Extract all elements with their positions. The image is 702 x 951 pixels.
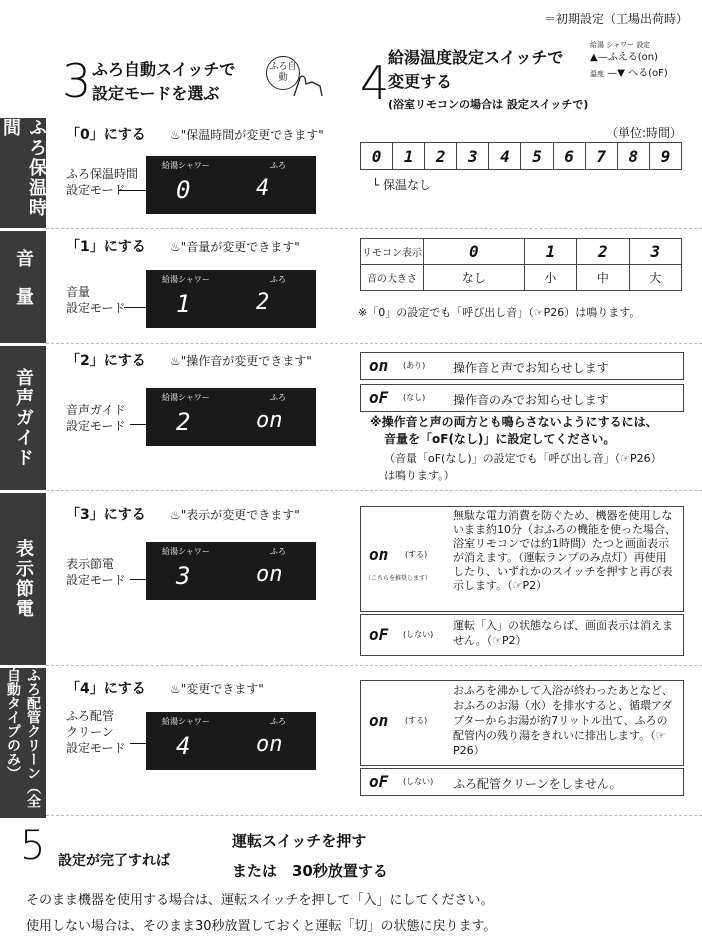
- table-cell: 中: [577, 265, 629, 291]
- option-code: on: [369, 545, 389, 564]
- mode-label: 音量 設定モード: [66, 285, 126, 315]
- lcd-display: [146, 388, 316, 446]
- option-code: oF: [369, 772, 389, 791]
- step4-title-line1: 給湯温度設定スイッチで: [388, 48, 564, 67]
- step5-condition: 設定が完了すれば: [58, 853, 170, 869]
- option-tag: (なし): [403, 393, 426, 402]
- lcd-value-right: on: [256, 408, 283, 433]
- lcd-caption-right: ふろ: [270, 275, 286, 284]
- lcd-caption-right: ふろ: [270, 393, 286, 402]
- table-cell: 大: [629, 265, 681, 291]
- section-divider: [46, 665, 702, 666]
- mode-label: ふろ保温時間 設定モード: [66, 167, 139, 197]
- table-cell: 3: [629, 239, 681, 265]
- section-message: ♨"変更できます": [170, 682, 264, 696]
- option-desc: 無駄な電力消費を防ぐため、機器を使用しないまま約10分（おふろの機能を使った場合、浴室リモコンでは約1時間）たつと画面表示が消えます。（運転ランプのみ点灯）再使用したり、いずれかのスイッチを押すと再び表示します。（☞P2）: [453, 509, 676, 592]
- option-tag: (しない): [403, 630, 434, 639]
- lcd-display: [146, 270, 316, 328]
- step4-title-line2: 変更する: [388, 72, 453, 91]
- lcd-value-left: 0: [176, 176, 191, 204]
- down-row: 温度 —▼ へる(oF): [590, 68, 668, 79]
- lcd-caption-right: ふろ: [270, 161, 286, 170]
- warm-time-cell: 5: [521, 143, 553, 170]
- section-message: ♨"操作音が変更できます": [170, 354, 312, 368]
- sidebar-tab-label: ふろ配管クリーン（全自動タイプのみ）: [5, 668, 41, 808]
- warning-line: 音量を「oF(なし)」に設定してください。: [384, 432, 616, 446]
- unit-label: （単位:時間）: [606, 126, 683, 140]
- step3-number: 3: [62, 54, 92, 108]
- section-divider: [46, 490, 702, 491]
- up-label: ふえる(on): [607, 52, 658, 63]
- mode-label: 表示節電 設定モード: [66, 557, 126, 587]
- warm-time-cell: 8: [617, 143, 649, 170]
- step4-number: 4: [360, 56, 390, 110]
- lcd-value-left: 1: [176, 290, 191, 318]
- table-cell: 2: [577, 239, 629, 265]
- option-tag: (しない): [403, 777, 434, 786]
- lcd-value-left: 2: [176, 408, 191, 436]
- lcd-value-left: 3: [176, 562, 191, 590]
- lcd-caption-right: ふろ: [270, 547, 286, 556]
- table-row: [361, 239, 682, 265]
- lcd-caption-right: ふろ: [270, 717, 286, 726]
- temp-updown-legend: [590, 40, 668, 82]
- lcd-caption-left: 給湯シャワー: [162, 275, 210, 284]
- table-row: [361, 265, 682, 291]
- lcd-caption-left: 給湯シャワー: [162, 393, 210, 402]
- section-heading: 「2」にする: [66, 353, 146, 369]
- remote-label: 給湯 シャワー 設定: [590, 41, 651, 49]
- no-warm-note: └ 保温なし: [372, 178, 432, 192]
- voice-subnote: [384, 450, 662, 484]
- option-desc: おふろを沸かして入浴が終わったあとなど、おふろのお湯（水）を排水すると、循環アダプターからお湯が約7リットル出て、ふろの配管内の残り湯をきれいに排出します。（☞P26）: [453, 684, 673, 757]
- footer-line: 使用しない場合は、そのまま30秒放置しておくと運転「切」の状態に戻ります。: [26, 919, 497, 934]
- lcd-value-right: on: [256, 562, 283, 587]
- option-code: oF: [369, 625, 389, 644]
- option-code: on: [369, 711, 389, 730]
- table-header-cell: リモコン表示: [361, 239, 424, 265]
- triangle-up-icon: ▲: [590, 52, 598, 63]
- step5-action-line: 運転スイッチを押す: [232, 832, 367, 850]
- option-desc: 操作音のみでお知らせします: [453, 393, 609, 407]
- lcd-display: [146, 712, 316, 770]
- sidebar-tab-label: 音声ガイド: [13, 368, 34, 468]
- sidebar-tab-label: 表示節電: [13, 539, 34, 619]
- footer-line: そのまま機器を使用する場合は、運転スイッチを押して「入」にしてください。: [26, 893, 494, 908]
- section-message: ♨"表示が変更できます": [170, 508, 300, 522]
- option-tag: (あり): [403, 361, 426, 370]
- sidebar-tab-label: 音量: [13, 249, 34, 325]
- table-header-cell: 音の大きさ: [361, 265, 424, 291]
- voice-warning: [370, 414, 658, 448]
- triangle-down-icon: ▼: [617, 68, 625, 79]
- option-code: on: [369, 356, 389, 375]
- warm-time-cell: 9: [649, 143, 681, 170]
- warm-time-cell: 0: [361, 143, 393, 170]
- lcd-value-left: 4: [176, 732, 191, 760]
- option-desc: 運転「入」の状態ならば、画面表示は消えません。（☞P2）: [453, 619, 673, 647]
- step4-title: [388, 46, 563, 94]
- step5-actions: [232, 826, 388, 886]
- lcd-display: [146, 156, 316, 214]
- warm-time-cell: 6: [553, 143, 585, 170]
- subnote-line: は鳴ります。）: [384, 469, 455, 482]
- up-row: ▲—ふえる(on): [590, 52, 658, 63]
- table-cell: 1: [524, 239, 576, 265]
- warm-time-cell: 4: [489, 143, 521, 170]
- section-message: ♨"保温時間が変更できます": [170, 128, 324, 142]
- step3-title-line1: ふろ自動スイッチで: [92, 60, 236, 79]
- step3-title: [92, 58, 235, 106]
- display-off-option: [360, 614, 684, 656]
- table-cell: 0: [424, 239, 525, 265]
- display-on-option: [360, 506, 684, 612]
- step4-subtitle: (浴室リモコンの場合は 設定スイッチで): [388, 98, 589, 111]
- table-cell: 小: [524, 265, 576, 291]
- warm-time-cell: 3: [457, 143, 489, 170]
- step5-number: 5: [20, 823, 46, 869]
- option-recommend: （こちらを推奨します）: [365, 575, 432, 582]
- option-code: oF: [369, 388, 389, 407]
- mode-label: ふろ配管 クリーン 設定モード: [66, 709, 126, 755]
- step5-action-line: または 30秒放置する: [232, 862, 388, 880]
- section-heading: 「0」にする: [66, 127, 146, 143]
- pressing-hand-icon: [290, 70, 326, 100]
- sidebar-tab-display-saving: [0, 493, 46, 665]
- pipe-clean-on-option: [360, 680, 684, 766]
- sidebar-tab-voice-guide: [0, 346, 46, 490]
- section-divider: [46, 228, 702, 229]
- sidebar-tab-bath-warm: [0, 118, 46, 228]
- lcd-caption-left: 給湯シャワー: [162, 161, 210, 170]
- section-heading: 「3」にする: [66, 507, 146, 523]
- default-legend: ＝初期設定（工場出荷時）: [543, 12, 688, 26]
- warm-time-cell: 7: [585, 143, 617, 170]
- option-tag: (する): [405, 550, 428, 559]
- sidebar: [0, 118, 46, 820]
- volume-note: ※「0」の設定でも「呼び出し音」（☞P26）は鳴ります。: [358, 306, 641, 319]
- step3-title-line2: 設定モードを選ぶ: [92, 84, 220, 103]
- voice-off-option: [360, 384, 684, 412]
- bath-auto-button-icon: ふろ自動: [266, 56, 300, 90]
- warm-time-cell: 2: [425, 143, 457, 170]
- lcd-caption-left: 給湯シャワー: [162, 547, 210, 556]
- lcd-caption-left: 給湯シャワー: [162, 717, 210, 726]
- warm-time-cell: 1: [393, 143, 425, 170]
- section-divider: [46, 815, 702, 816]
- section-divider: [46, 343, 702, 344]
- sidebar-tab-pipe-clean: [0, 668, 46, 818]
- section-heading: 「4」にする: [66, 681, 146, 697]
- footer-text: [26, 888, 497, 940]
- subnote-line: （音量「oF(なし)」の設定でも「呼び出し音」（☞P26）: [384, 452, 662, 465]
- option-tag: (する): [405, 716, 428, 725]
- lcd-value-right: 4: [256, 176, 270, 201]
- option-desc: ふろ配管クリーンをしません。: [453, 777, 622, 791]
- table-cell: なし: [424, 265, 525, 291]
- lcd-display: [146, 542, 316, 600]
- volume-table: [360, 238, 682, 291]
- section-message: ♨"音量が変更できます": [170, 240, 300, 254]
- table-row: [361, 143, 682, 170]
- onsen-label: 温度: [590, 70, 604, 78]
- section-heading: 「1」にする: [66, 239, 146, 255]
- down-label: へる(oF): [628, 68, 668, 79]
- lcd-value-right: on: [256, 732, 283, 757]
- voice-on-option: [360, 352, 684, 380]
- pipe-clean-off-option: [360, 768, 684, 796]
- mode-label: 音声ガイド 設定モード: [66, 403, 126, 433]
- warm-time-table: [360, 142, 682, 170]
- option-desc: 操作音と声でお知らせします: [453, 361, 609, 375]
- lcd-value-right: 2: [256, 290, 270, 315]
- sidebar-tab-label: ふろ保温時間: [0, 118, 47, 218]
- warning-line: ※操作音と声の両方とも鳴らさないようにするには、: [370, 415, 658, 429]
- sidebar-tab-volume: [0, 231, 46, 343]
